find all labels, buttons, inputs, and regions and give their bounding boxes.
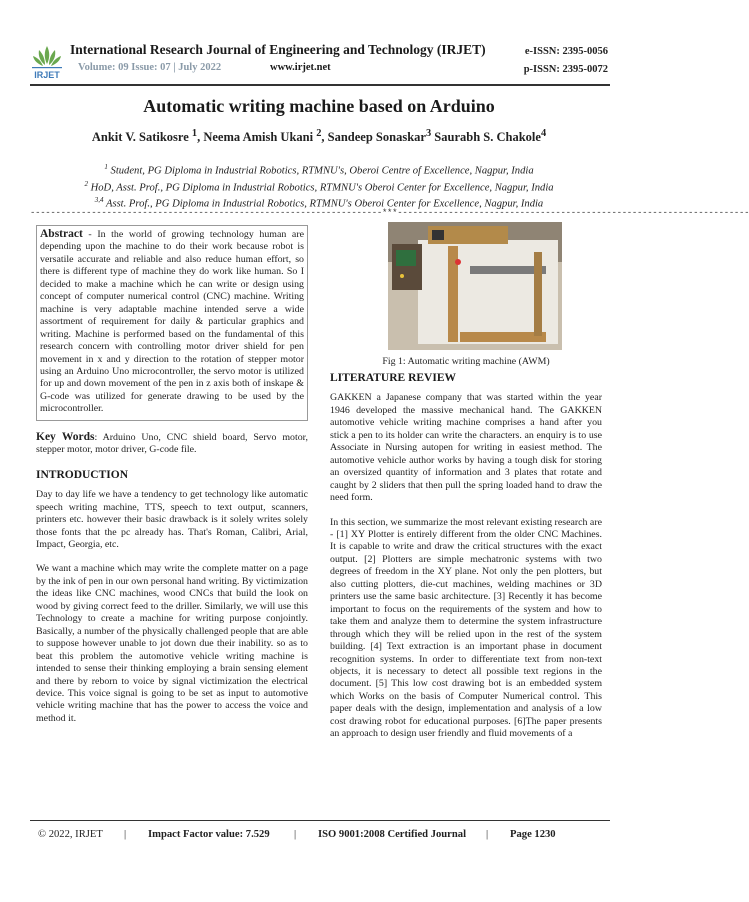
irjet-logo-icon (30, 42, 64, 80)
affiliation-sup: 1 (104, 163, 108, 171)
affiliation (0, 180, 638, 194)
author-name: Neema Amish Ukani (203, 130, 314, 145)
keywords-text: : Arduino Uno, CNC shield board, Servo motor, stepper motor, motor driver, G-code file. (36, 431, 308, 456)
abstract-box (36, 225, 308, 421)
author-name: Saurabh S. Chakole (434, 130, 541, 145)
footer-separator: | (486, 829, 489, 840)
affiliation-text: Student, PG Diploma in Industrial Robotics, RTMNU's, Oberoi Centre of Excellence, Nagpur, India (110, 165, 534, 177)
author-sup: 3 (425, 128, 432, 139)
affiliation-sup: 3,4 (94, 196, 104, 204)
literature-heading: LITERATURE REVIEW (330, 372, 456, 384)
journal-title: International Research Journal of Engineering and Technology (IRJET) (70, 42, 486, 57)
affiliation-text: Asst. Prof., PG Diploma in Industrial Robotics, RTMNU's Oberoi Center for Excellence, Nagpur, India (105, 198, 544, 210)
keywords-label: Key Words (36, 430, 95, 443)
introduction-paragraph: Day to day life we have a tendency to get technology like automatic speech writing machine, TTS, speech to text output, scanners, printers etc. however their basic drawback is it solely writes solely those fonts that the pc already has. That's Roman, Calibri, Arial, Impact, Georgia, etc. (36, 489, 308, 550)
footer-divider (30, 820, 610, 821)
literature-paragraph: In this section, we summarize the most relevant existing research are - [1] XY Plotter is entirely different from the older CNC Machines. It is capable to write and draw the critical structures with the exact output. [2] Plotters are simple mechatronic systems with two degrees of freedom in the XY plane. Not only the pen plotters, but also cutting plotters, die-cut machines, welding machines or 3D printers use the same basic architecture. [3] Recently it has become important to focus on the requirements of the system and how to take them and analyze them to determine the system infrastructure through which they will be relied upon in the rest of the system building. [4] Text extraction is an important phase in document recognition systems. In order to differentiate text from non-text objects, it is necessary to detect all possible text regions in the document. [5] This low cost drawing bot is an embedded system which Works on the basis of Computer Numerical control. This paper deals with the design, implementation and analysis of a low cost drawing robot for educational purposes. [6]The paper presents an approach to design user friendly and fluid movements of a (330, 516, 602, 740)
footer-page-number: Page 1230 (510, 829, 556, 840)
author-sup: 2 (316, 128, 322, 139)
figure-caption: Fig 1: Automatic writing machine (AWM) (382, 356, 550, 367)
right-column (330, 372, 602, 753)
footer-separator: | (294, 829, 297, 840)
left-column (36, 225, 308, 737)
author-sup: 1 (191, 128, 198, 139)
affiliation-sup: 2 (84, 180, 88, 188)
author-name: Sandeep Sonaskar (327, 130, 426, 145)
pissn: p-ISSN: 2395-0072 (523, 64, 608, 75)
introduction-heading: INTRODUCTION (36, 468, 129, 481)
abstract-text: - In the world of growing technology human are depending upon the machine to do their work because robot is versatile accurate and reliable and also reduce human effort, so there is different type of machine they do work like human. So I decided to make a machine which he can write or design using concept of computer numerical control (CNC) machine. Writing machine is very adaptable machine intended serve a wide assortment of requirement for daily & particular graphics and writing. Machine is performed based on the fundamental of this research concern with controlling motor driver shield for pen movement in x and y direction to the rotation of stepper motor using an Arduino Uno microcontroller, the servo motor is utilized for up and down movement of the pen in z axis both of inskape & G-code was utilized for generate drawing to be used by the microcontroller. (40, 229, 304, 415)
author-name: Ankit V. Satikosre (91, 130, 189, 145)
logo-text: IRJET (34, 70, 60, 80)
journal-header (30, 40, 610, 82)
abstract-label: Abstract (40, 228, 83, 240)
footer-iso: ISO 9001:2008 Certified Journal (318, 829, 467, 840)
paper-title: Automatic writing machine based on Arduino (143, 96, 495, 116)
affiliation-text: HoD, Asst. Prof., PG Diploma in Industrial Robotics, RTMNU's Oberoi Center for Excellence, Nagpur, India (90, 182, 554, 194)
literature-paragraph: GAKKEN a Japanese company that was started within the year 1946 developed the massive mechanical hand. The GAKKEN automotive vehicle writing machine comprises a hand after you stick a pen to its holder can write the characters. an enquiry is to use Associate in Nursing autopen for writing in easiest method. The automotive vehicle author works by having a tough disk for storing an oversized quantity of information and 3 plates that rotate and caught by 2 sliders that then pull the spring loaded hand to draw the need form. (330, 392, 602, 504)
author-sup: 4 (540, 128, 547, 139)
affiliation (0, 163, 638, 177)
footer-impact-factor: Impact Factor value: 7.529 (148, 829, 270, 840)
section-separator: ---------------------------------------------------------------------***--------------------------------------------------------------------- (30, 208, 749, 218)
keywords (36, 431, 308, 457)
volume-issue: Volume: 09 Issue: 07 | July 2022 (78, 62, 222, 73)
author-list: Ankit V. Satikosre $^1$, Neema Amish Ukani $^2$, Sandeep Sonaskar$^3$ Saurabh S. Chakole$^4$ (91, 128, 547, 145)
introduction-paragraph: We want a machine which may write the complete matter on a page by the ink of pen in our own personal hand writing. By victimization the ideas like CNC machines, wood CNCs that build the look on wood by giving correct feed to the driller. Similarly, we will use this Technology to create a machine for writing purpose conjointly. Basically, a number of the physically challenged people that are able to suppose however unable to jot down due their inability. so as to beat this problem the automotive vehicle writing machine is intended to sense their thinking employing a brain sensing element and there by reborn to voice by signal victimization the electrical device. This voice signal is going to be set as input to automotive vehicle writing machine that has the power to access the voice and method it. (36, 563, 308, 724)
eissn: e-ISSN: 2395-0056 (524, 46, 608, 57)
machine-photo (388, 222, 562, 350)
journal-website[interactable]: www.irjet.net (270, 62, 331, 73)
footer-copyright: © 2022, IRJET (38, 829, 103, 840)
header-divider (30, 84, 610, 86)
footer-separator: | (124, 829, 127, 840)
